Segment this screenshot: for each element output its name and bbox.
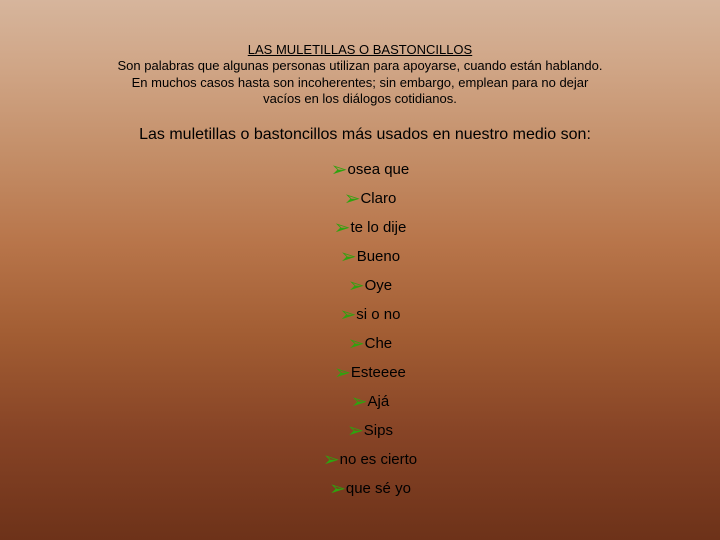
list-item-label: Claro [360, 190, 397, 207]
green-arrow-bullet-icon: ➢ [334, 360, 351, 384]
list-item [0, 440, 720, 469]
list-item-label: Oye [364, 277, 393, 294]
green-arrow-bullet-icon: ➢ [329, 476, 346, 500]
intro-paragraph [90, 58, 630, 108]
list-item [0, 353, 720, 382]
green-arrow-bullet-icon: ➢ [330, 157, 348, 181]
green-arrow-bullet-icon: ➢ [347, 418, 364, 442]
list-item-label: te lo dije [350, 219, 407, 236]
list-item-label: osea que [347, 161, 410, 178]
green-arrow-bullet-icon: ➢ [322, 447, 340, 471]
intro-line: En muchos casos hasta son incoherentes; sin embargo, emplean para no dejar [131, 74, 589, 90]
list-item [0, 382, 720, 411]
list-item [0, 237, 720, 266]
list-item-label: Bueno [356, 248, 401, 265]
lead-sentence: Las muletillas o bastoncillos más usados en nuestro medio son: [139, 126, 591, 143]
green-arrow-bullet-icon: ➢ [339, 302, 357, 326]
muletillas-list [0, 150, 720, 498]
list-item [0, 179, 720, 208]
list-item [0, 295, 720, 324]
intro-line: Son palabras que algunas personas utilizan para apoyarse, cuando están hablando. [117, 58, 603, 73]
list-item-label: si o no [356, 306, 401, 323]
green-arrow-bullet-icon: ➢ [350, 389, 368, 413]
list-item [0, 150, 720, 179]
green-arrow-bullet-icon: ➢ [333, 215, 351, 239]
list-item-label: Ajá [367, 393, 390, 410]
green-arrow-bullet-icon: ➢ [343, 186, 361, 210]
green-arrow-bullet-icon: ➢ [347, 273, 365, 297]
list-item-label: Che [364, 335, 393, 352]
green-arrow-bullet-icon: ➢ [347, 331, 365, 355]
list-item-label: que sé yo [345, 480, 411, 497]
list-item [0, 469, 720, 498]
green-arrow-bullet-icon: ➢ [339, 244, 357, 268]
list-item-label: Sips [363, 422, 393, 439]
list-item [0, 324, 720, 353]
list-item [0, 266, 720, 295]
list-item-label: Esteeee [350, 364, 406, 381]
intro-line: vacíos en los diálogos cotidianos. [263, 91, 457, 106]
list-item [0, 208, 720, 237]
list-item [0, 411, 720, 440]
list-item-label: no es cierto [339, 451, 418, 468]
slide-title: LAS MULETILLAS O BASTONCILLOS [247, 42, 473, 57]
